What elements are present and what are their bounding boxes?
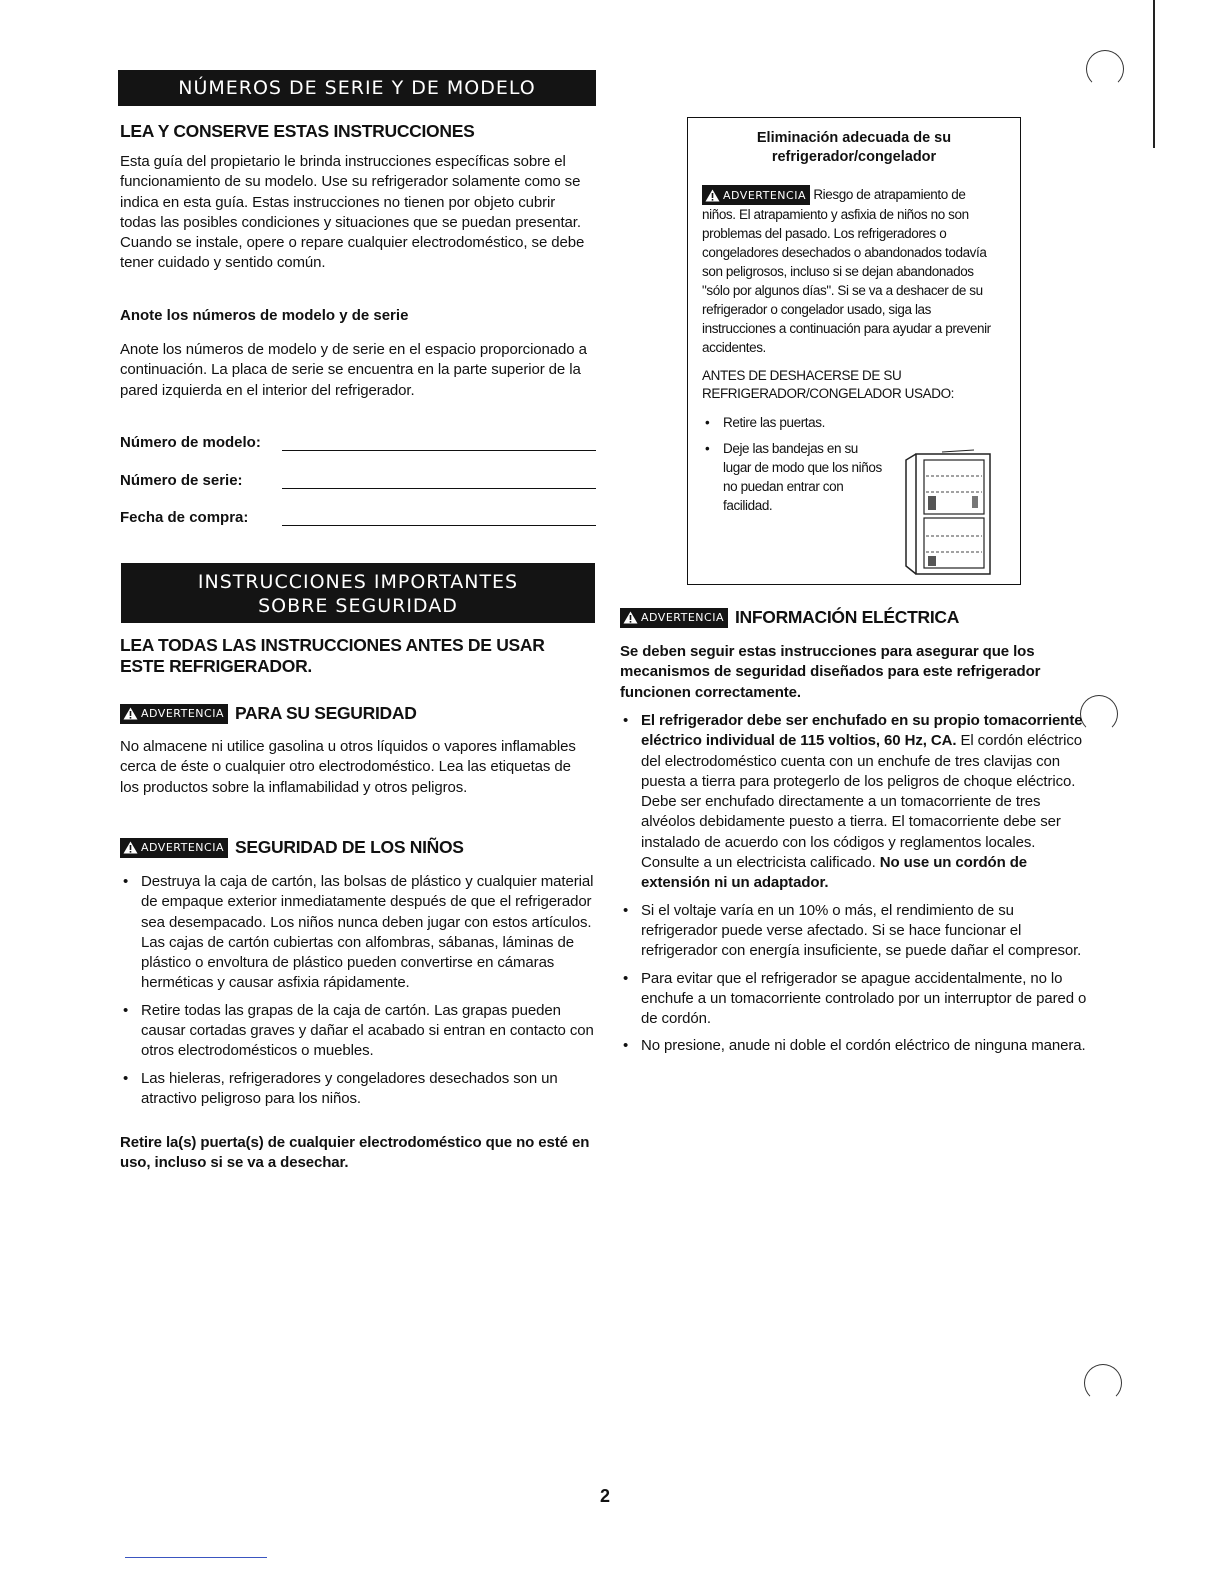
refrigerator-illustration [902,448,998,578]
safety-banner [121,563,595,623]
warning-label: ADVERTENCIA [723,188,806,202]
safety-banner-line1: INSTRUCCIONES IMPORTANTES [197,571,519,593]
remove-doors-note: Retire la(s) puerta(s) de cualquier electrodoméstico que no esté en uso, incluso si se va a desechar. [120,1134,590,1172]
warning-label: ADVERTENCIA [141,841,224,854]
serial-number-label: Número de serie: [120,472,243,489]
warning-badge [120,838,228,858]
child-safety-heading [120,837,464,858]
intro-paragraph: Esta guía del propietario le brinda instrucciones específicas sobre el funcionamiento de su modelo. Use su refrigerador solamente como se indica en esta guía. Estas instrucciones no tienen por objeto cubrir todas las posibles condiciones y situaciones que se puedan presentar. Cuando se instale, opere o repare cualquier electrodoméstico, se debe tener cuidado y sentido común. [120,153,585,272]
read-all-heading: LEA TODAS LAS INSTRUCCIONES ANTES DE USAR ESTE REFRIGERADOR. [120,635,545,676]
grounding-instructions: El cordón eléctrico del electrodoméstico cuenta con un enchufe de tres clavijas con puesta a tierra para protegerlo de los peligros de choque eléctrico. Debe ser enchufado directamente a un tomacorriente de tres alvéolos debidamente puesto a tierra. El tomacorriente debe ser instalado de acuerdo con los códigos y reglamentos locales. Consulte a un electricista calificado. [641,732,1082,872]
scan-edge-line [1153,0,1155,148]
electrical-list [620,711,1090,1064]
model-number-label: Número de modelo: [120,434,261,451]
disposal-steps-list [702,413,882,515]
child-safety-title: SEGURIDAD DE LOS NIÑOS [234,837,464,857]
list-item: • Deje las bandejas en su lugar de modo que los niños no puedan entrar con facilidad. [702,439,882,515]
entrapment-lead: Riesgo de atrapamiento [813,187,948,202]
list-item: • Si el voltaje varía en un 10% o más, el rendimiento de su refrigerador puede verse afectado. Si se hace funcionar el refrigerador con energía insuficiente, se puede dañar el compresor. [620,901,1090,962]
purchase-date-line [282,511,596,526]
your-safety-text: No almacene ni utilice gasolina u otros líquidos o vapores inflamables cerca de éste o cualquier otro electrodoméstico. Lea las etiquetas de los productos sobre la inflamabilidad y otros peligros. [120,738,576,796]
electrical-intro: Se deben seguir estas instrucciones para asegurar que los mecanismos de seguridad diseñados para este refrigerador funcionen correctamente. [620,643,1041,701]
keep-instructions-heading: LEA Y CONSERVE ESTAS INSTRUCCIONES [120,121,475,141]
warning-triangle-icon [123,707,138,720]
purchase-date-row [120,509,600,526]
warning-label: ADVERTENCIA [141,707,224,720]
list-item [620,711,1090,894]
model-number-line [282,436,596,451]
binder-hole-mark [1086,50,1124,88]
model-number-row [120,434,600,451]
disposal-box-title [688,129,1020,167]
no-extension-cord-warning: No use un cordón de extensión ni un adaptador. [641,854,1028,892]
list-item: • No presione, anude ni doble el cordón eléctrico de ninguna manera. [620,1036,1090,1056]
electrical-title: INFORMACIÓN ELÉCTRICA [734,607,960,627]
list-item: • Retire las puertas. [702,413,882,432]
binder-hole-mark [1084,1364,1122,1402]
before-disposal-heading: ANTES DE DESHACERSE DE SU REFRIGERADOR/CONGELADOR USADO: [702,368,955,402]
page-number: 2 [600,1486,611,1506]
purchase-date-label: Fecha de compra: [120,509,249,526]
safety-banner-line2: SOBRE SEGURIDAD [258,595,458,617]
registration-fields [120,434,600,526]
warning-badge [120,704,228,724]
warning-triangle-icon [705,189,720,202]
record-numbers-subheading: Anote los números de modelo y de serie [120,307,409,324]
entrapment-warning [702,185,1002,357]
your-safety-title: PARA SU SEGURIDAD [234,703,417,723]
list-item: • Las hieleras, refrigeradores y congeladores desechados son un atractivo peligroso para los niños. [120,1069,602,1110]
warning-triangle-icon [623,611,638,624]
serial-number-row [120,472,600,489]
electrical-heading [620,607,959,628]
list-item: • Retire todas las grapas de la caja de cartón. Las grapas pueden causar cortadas graves y dañar el acabado si entran en contacto con otros electrodomésticos o muebles. [120,1001,602,1062]
warning-badge [620,608,728,628]
list-item: • Para evitar que el refrigerador se apague accidentalmente, no lo enchufe a un tomacorriente controlado por un interruptor de pared o de cordón. [620,969,1090,1030]
serial-number-line [282,474,596,489]
disposal-title-line2: refrigerador/congelador [771,149,937,165]
your-safety-heading [120,703,417,724]
disposal-title-line1: Eliminación adecuada de su [756,130,952,146]
entrapment-text: de niños. El atrapamiento y asfixia de niños no son problemas del pasado. Los refrigeradores o congeladores desechados o abandonados todavía son peligrosos, incluso si se dejan abandonados "sólo por algunos días". Si se va a deshacer de su refrigerador o congelador usado, siga las instrucciones a continuación para ayudar a prevenir accidentes. [702,187,991,356]
child-safety-list [120,872,602,1116]
list-item: • Destruya la caja de cartón, las bolsas de plástico y cualquier material de empaque exterior inmediatamente después de que el refrigerador sea desempacado. Los niños nunca deben jugar con estos artículos. Las cajas de cartón cubiertas con alfombras, sábanas, láminas de plástico o envoltura de plástico pueden convertirse en cámaras herméticas y causar asfixia rápidamente. [120,872,602,994]
warning-badge [702,185,810,205]
disposal-box [687,117,1021,585]
warning-label: ADVERTENCIA [641,611,724,624]
serial-model-banner: NÚMEROS DE SERIE Y DE MODELO [118,70,596,106]
footer-rule [125,1557,267,1558]
dedicated-outlet-requirement: El refrigerador debe ser enchufado en su propio tomacorriente eléctrico individual de 115 voltios, 60 Hz, CA. [641,712,1083,750]
warning-triangle-icon [123,841,138,854]
record-numbers-paragraph: Anote los números de modelo y de serie en el espacio proporcionado a continuación. La placa de serie se encuentra en la parte superior de la pared izquierda en el interior del refrigerador. [120,341,587,399]
